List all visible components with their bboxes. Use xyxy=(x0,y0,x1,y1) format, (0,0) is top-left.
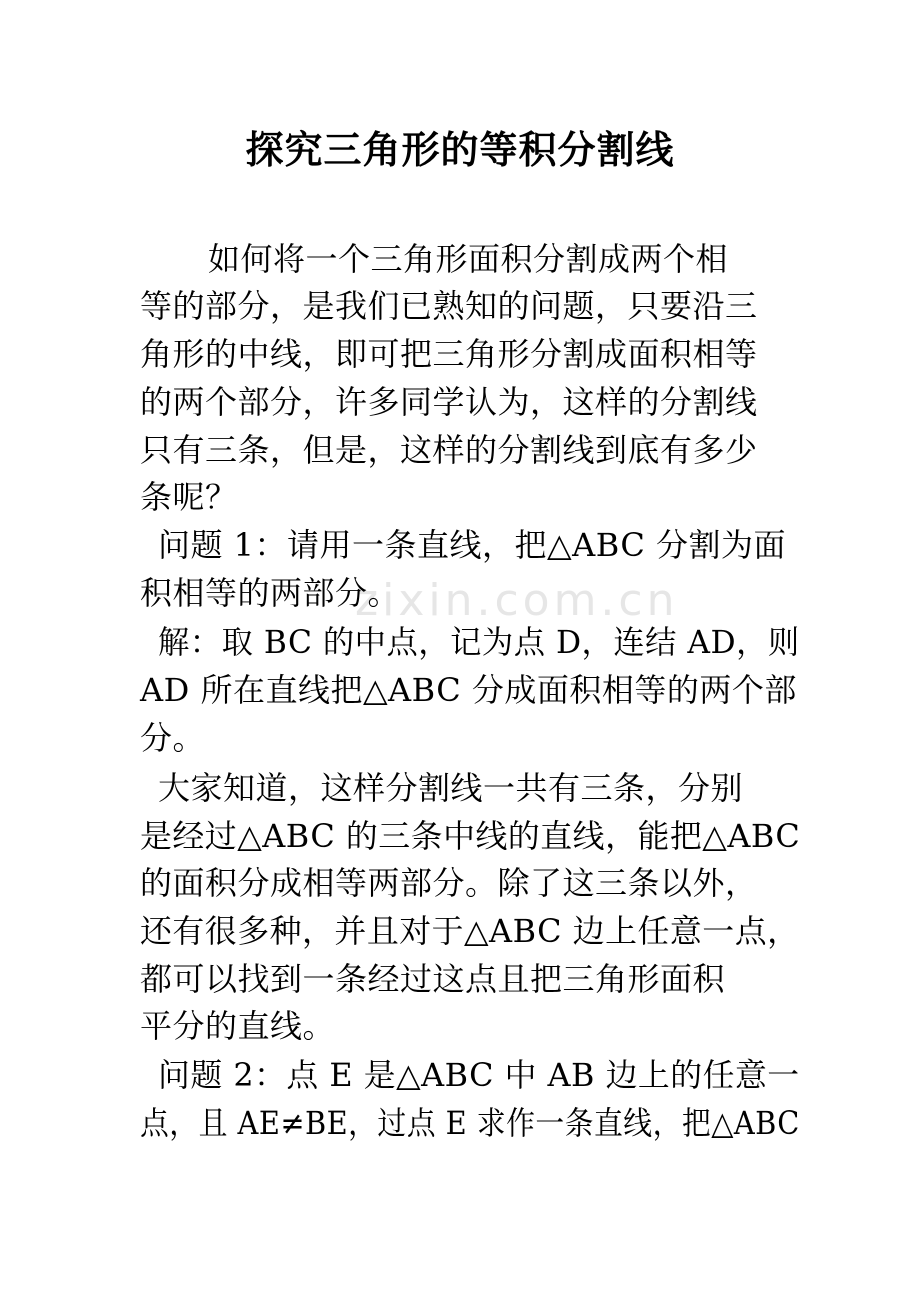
paragraph-line: 都可以找到一条经过这点且把三角形面积 xyxy=(140,960,726,998)
paragraph-line: 积相等的两部分。 xyxy=(140,574,401,612)
paragraph-line: 如何将一个三角形面积分割成两个相 xyxy=(208,240,729,278)
paragraph-line: 平分的直线。 xyxy=(140,1007,336,1045)
paragraph-line: 的面积分成相等两部分。除了这三条以外， xyxy=(140,864,758,902)
paragraph-line: 等的部分，是我们已熟知的问题，只要沿三 xyxy=(140,287,758,325)
paragraph-line: 问题 2：点 E 是△ABC 中 AB 边上的任意一 xyxy=(158,1056,800,1094)
paragraph-line: 是经过△ABC 的三条中线的直线，能把△ABC xyxy=(140,817,801,855)
paragraph-line: 解：取 BC 的中点，记为点 D，连结 AD，则 xyxy=(158,623,800,661)
paragraph-line: 的两个部分，许多同学认为，这样的分割线 xyxy=(140,383,758,421)
paragraph-line: 大家知道，这样分割线一共有三条，分别 xyxy=(158,769,744,807)
paragraph-line: 条呢？ xyxy=(140,478,238,516)
watermark: zixin.com.cn xyxy=(355,575,679,626)
paragraph-line: 点，且 AE≠BE，过点 E 求作一条直线，把△ABC xyxy=(140,1104,800,1142)
paragraph-line: 还有很多种，并且对于△ABC 边上任意一点， xyxy=(140,912,800,950)
paragraph-line: 分。 xyxy=(140,719,206,757)
document-title: 探究三角形的等积分割线 xyxy=(245,127,675,172)
paragraph-line: 角形的中线，即可把三角形分割成面积相等 xyxy=(140,335,758,373)
paragraph-line: AD 所在直线把△ABC 分成面积相等的两个部 xyxy=(140,671,797,709)
paragraph-line: 只有三条，但是，这样的分割线到底有多少 xyxy=(140,431,758,469)
paragraph-line: 问题 1：请用一条直线，把△ABC 分割为面 xyxy=(158,526,787,564)
